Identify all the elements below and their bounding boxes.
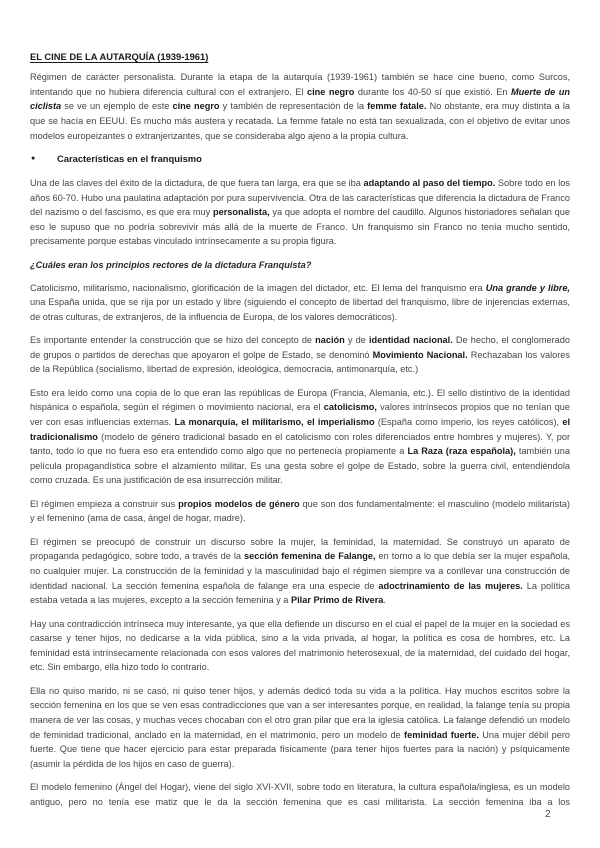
bold-text: identidad nacional. bbox=[368, 335, 453, 346]
bold-text: sección femenina de Falange, bbox=[244, 551, 376, 562]
bold-italic-text: Una grande y libre, bbox=[485, 282, 570, 293]
text-run: (España como imperio, los reyes católicos), bbox=[374, 417, 563, 428]
section-heading bbox=[30, 152, 570, 167]
bullet-icon: ● bbox=[31, 154, 36, 162]
text-run: (modelo de género tradicional basado en el catolicismo con roles diferenciados entre hombres y mujeres). Y, por tanto, todo lo que no fuera eso era entendido como algo que no pertenecía propiamente a bbox=[30, 431, 570, 457]
bold-text: el tradicionalismo bbox=[30, 417, 570, 442]
bold-text: adoctrinamiento de las mujeres. bbox=[378, 580, 523, 591]
bold-text: Pilar Primo de Rivera bbox=[290, 595, 384, 606]
text-run: que son dos fundamentalmente: el masculino (modelo militarista) y el femenino (ama de casa, ángel de hogar, madre). bbox=[30, 498, 570, 524]
bold-text: cine negro bbox=[306, 86, 355, 97]
bold-text: femme fatale. bbox=[367, 101, 427, 112]
text-run: Régimen de carácter personalista. Durante la etapa de la autarquía (1939-1961) también se hace cine bueno, como Surcos, intentando que no hubiera diferencia cultural con el extranjero. El bbox=[30, 72, 570, 97]
text-run: Hay una contradicción intrínseca muy interesante, ya que ella defiende un discurso en el cual el papel de la mujer en la sociedad es casarse y tener hijos, no dedicarse a la vida pública, sino a la vida privada, al hogar, la política es cosa de hombres, etc. La feminidad está intrínsecamente relacionada con esos valores del matrimonio heterosexual, de la maternidad, del cuidado del hogar, etc. Sin embargo, ella hizo todo lo contrario. bbox=[30, 618, 570, 673]
bold-italic-text: Muerte de un ciclista bbox=[30, 86, 570, 112]
text-run: La política estaba vetada a las mujeres, excepto a la sección femenina y a bbox=[30, 580, 570, 606]
pilar-primo-paragraph bbox=[30, 684, 570, 772]
bold-text: propios modelos de género bbox=[178, 498, 300, 509]
principles-paragraph bbox=[30, 281, 570, 325]
text-run: El modelo femenino (Ángel del Hogar), viene del siglo XVI-XVII, sobre todo en literatura, la cultura española/inglesa, es un modelo antiguo, pero no tenía ese matiz que le da la sección femenina que es casi militarista. La sección femenina iba a los bbox=[30, 782, 570, 807]
text-run: Una mujer débil pero fuerte. Que tiene que hacer ejercicio para estar preparada físicamente (para tener hijos fuertes para la nación) y psíquicamente (asumir la pérdida de los hijos en caso de guerra). bbox=[30, 729, 570, 769]
bold-text: cine negro bbox=[172, 101, 220, 112]
page-title: EL CINE DE LA AUTARQUÍA (1939-1961) bbox=[30, 51, 209, 62]
bold-text: catolicismo, bbox=[323, 402, 377, 413]
principles-question: ¿Cuáles eran los principios rectores de la dictadura Franquista? bbox=[30, 259, 312, 270]
bold-text: nación bbox=[315, 335, 345, 346]
text-run: Catolicismo, militarismo, nacionalismo, glorificación de la imagen del dictador, etc. El lema del franquismo era bbox=[30, 282, 486, 293]
text-run: ya que adopta el nombre del caudillo. Algunos historiadores señalan que eso le supuso que no podría sobrevivir más allá de la muerte de Franco. Un franquismo sin Franco no tenía mucho sentido, precisamente porque estabas vinculado intrínsecamente a su propia figura. bbox=[30, 207, 570, 247]
text-run: valores intrínsecos propios que no tenían que ver con esas influencias externas. bbox=[30, 402, 570, 428]
nation-paragraph bbox=[30, 333, 570, 377]
page-content bbox=[30, 50, 570, 818]
identity-paragraph bbox=[30, 386, 570, 488]
text-run: se ve un ejemplo de este bbox=[61, 101, 173, 112]
text-run: De hecho, el conglomerado de grupos o partidos de derechas que apoyaron el golpe de Estado, se denominó bbox=[30, 335, 570, 360]
bold-text: La Raza (raza española), bbox=[407, 446, 516, 457]
text-run: Ella no quiso marido, ni se casó, ni quiso tener hijos, y además dedicó toda su vida a la política. Hay muchos escritos sobre la sección femenina en los que se ven esas contradicciones que van a ser interesantes porque, en realidad, la falange tenía su propia manera de ver las cosas, y muchas veces chocaban con el otro gran pilar que era la iglesia católica. La falange defendió un modelo de feminidad tradicional, anclado en la maternidad, en el matrimonio, pero un modelo de bbox=[30, 685, 570, 740]
gender-models-paragraph bbox=[30, 497, 570, 526]
text-run: Sobre todo en los años 60-70. Hubo una paulatina adaptación por pura supervivencia. Otra de las características que diferencia la dictadura de Franco del nazismo o del fascismo, es que era muy bbox=[30, 177, 570, 218]
intro-paragraph bbox=[30, 70, 570, 143]
text-run: y también de representación de la bbox=[219, 101, 368, 112]
adaptation-paragraph bbox=[30, 176, 570, 249]
bold-text: adaptando al paso del tiempo. bbox=[363, 177, 496, 188]
text-run: . bbox=[383, 595, 386, 606]
seccion-femenina-paragraph bbox=[30, 535, 570, 608]
bold-text: feminidad fuerte. bbox=[404, 729, 479, 740]
bold-text: Movimiento Nacional. bbox=[372, 349, 468, 360]
text-run: en torno a lo que debía ser la mujer española, no cualquier mujer. La construcción de la feminidad y la masculinidad bajo el régimen siempre va a conllevar una construcción de identidad nacional. La sección femenina española de falange era una especie de bbox=[30, 551, 571, 591]
contradiction-paragraph bbox=[30, 617, 570, 675]
text-run: también una película propagandística sobre el alzamiento militar. Es una gesta sobre el golpe de Estado, sobre la guerra civil, entendiéndola como cruzada. Es una justificación de esa insurrección militar. bbox=[30, 446, 570, 486]
feminine-model-paragraph bbox=[30, 780, 570, 809]
text-run: Es importante entender la construcción que se hizo del concepto de bbox=[30, 335, 316, 346]
text-run: Rechazaban los valores de la República (socialismo, libertad de expresión, ideológica, democracia, antimonarquía, etc.) bbox=[30, 349, 570, 375]
text-run: y de bbox=[344, 335, 369, 346]
text-run: Esto era leído como una copia de lo que eran las repúblicas de Europa (Francia, Alemania, etc.). El sello distintivo de la identidad hispánica o española, según el régimen o movimiento nacional, era el bbox=[30, 387, 570, 413]
text-run: El régimen se preocupó de construir un discurso sobre la mujer, la feminidad, la maternidad. Se construyó un aparato de propaganda pedagógico, sobre todo, a través de la bbox=[30, 536, 570, 562]
text-run: No obstante, era muy distinta a la que se hacía en EEUU. Es mucho más austera y recatada. La femme fatale no está tan sexualizada, con el objetivo de evitar unos modelos europeizantes o extranjerizantes, que se consideraba algo ajeno a la propia cultura. bbox=[30, 101, 570, 141]
text-run: una España unida, que se rija por un estado y libre (siguiendo el concepto de libertad del franquismo, libre de injerencias externas, de otras culturas, de extranjeros, de la influencia de Europa, de los valores democráticos). bbox=[30, 297, 570, 322]
section-heading-text: Características en el franquismo bbox=[57, 152, 202, 164]
bold-text: La monarquía, el militarismo, el imperialismo bbox=[174, 417, 375, 428]
text-run: El régimen empieza a construir sus bbox=[30, 498, 179, 509]
page-number: 2 bbox=[545, 809, 551, 820]
text-run: Una de las claves del éxito de la dictadura, de que fuera tan larga, era que se iba bbox=[30, 177, 364, 188]
text-run: durante los 40-50 sí que existió. En bbox=[354, 86, 511, 97]
bold-text: personalista, bbox=[212, 207, 270, 218]
